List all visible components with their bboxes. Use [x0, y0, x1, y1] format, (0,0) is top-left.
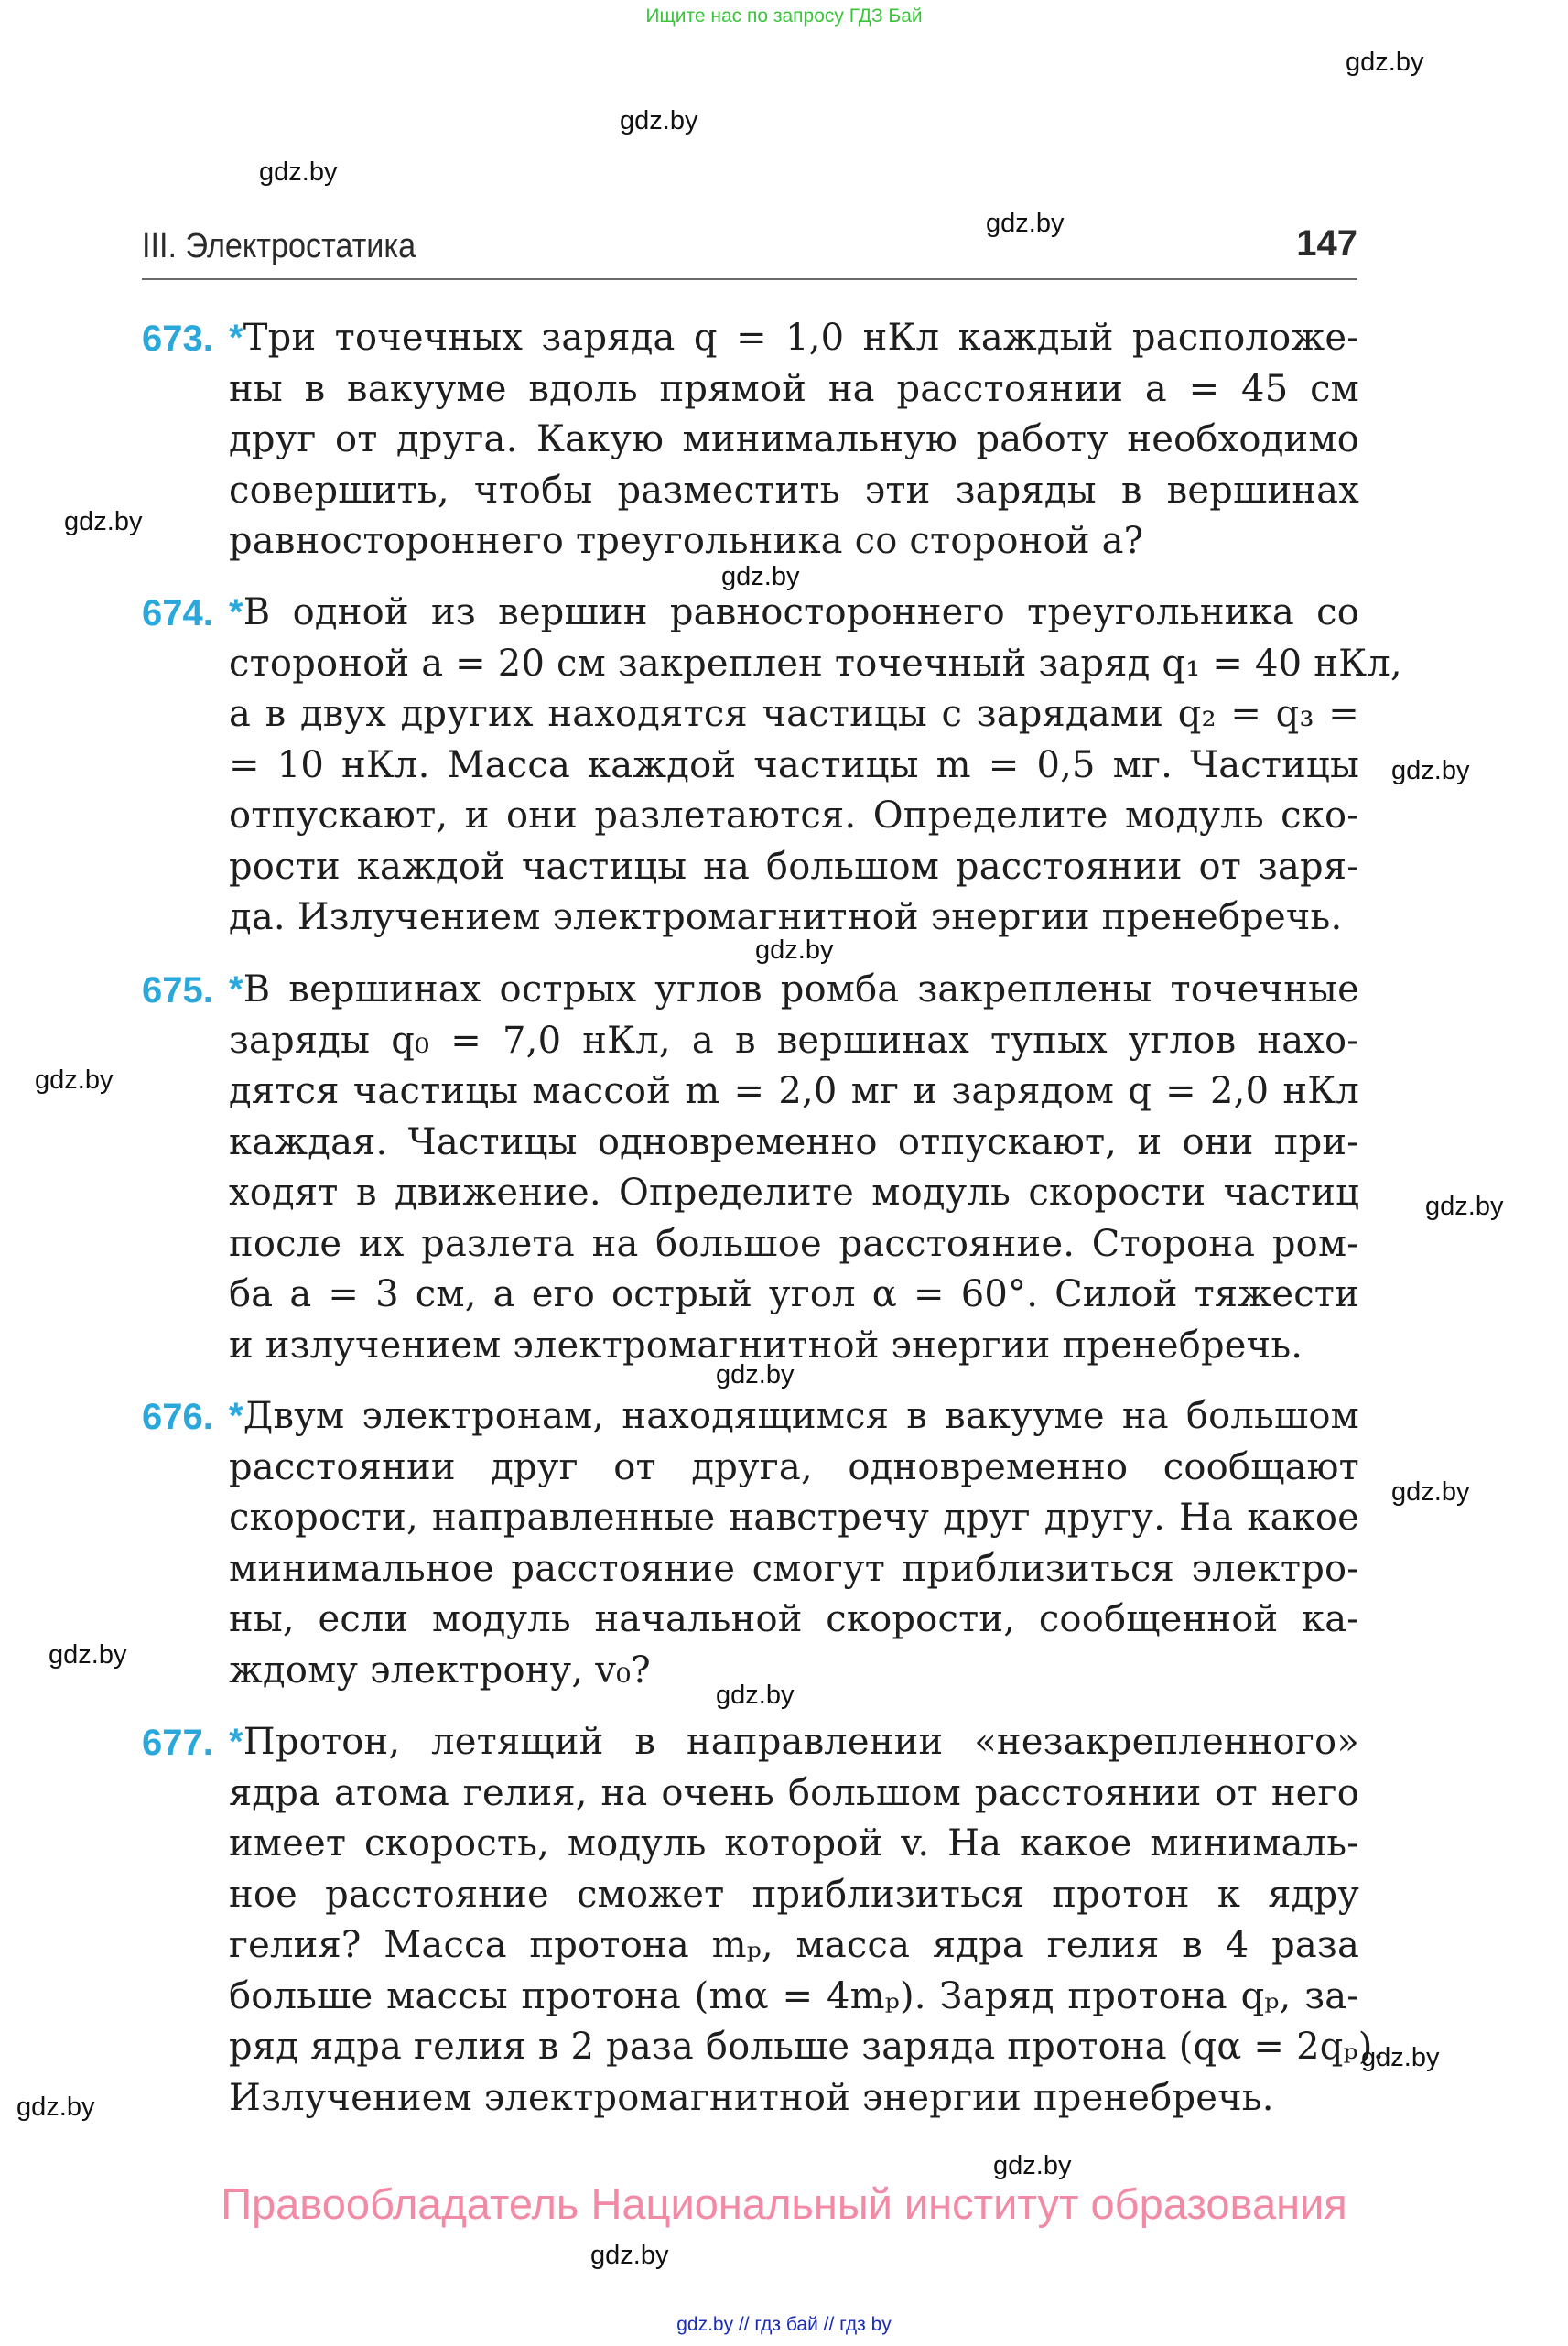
watermark: gdz.by — [721, 562, 800, 591]
problem-line: отпускают, и они разлетаются. Определите модуль ско- — [229, 795, 1359, 837]
watermark: gdz.by — [35, 1065, 114, 1095]
watermark: gdz.by — [1391, 756, 1470, 785]
problem-line: ны, если модуль начальной скорости, сообщенной ка- — [229, 1598, 1359, 1640]
problem-line: ядра атома гелия, на очень большом расстоянии от него — [229, 1771, 1359, 1814]
watermark: gdz.by — [986, 209, 1065, 238]
watermark: gdz.by — [1391, 1477, 1470, 1507]
problem-line: ряд ядра гелия в 2 раза больше заряда протона (qα = 2qₚ). — [229, 2026, 1385, 2068]
problem-line: *В одной из вершин равностороннего треугольника со — [229, 591, 1359, 633]
watermark: gdz.by — [49, 1640, 127, 1670]
page-number: 147 — [1296, 223, 1357, 264]
problem-line: равностороннего треугольника со стороной a? — [229, 520, 1144, 562]
star-marker: * — [229, 1722, 243, 1762]
watermark: gdz.by — [259, 157, 338, 187]
page-header — [142, 223, 1357, 280]
problem-line: заряды q₀ = 7,0 нКл, а в вершинах тупых углов нахо- — [229, 1019, 1359, 1062]
problem-line: ны в вакууме вдоль прямой на расстоянии a = 45 см — [229, 367, 1359, 410]
watermark: gdz.by — [755, 935, 834, 965]
problem-line: скорости, направленные навстречу друг другу. На какое — [229, 1497, 1359, 1539]
star-marker: * — [229, 318, 243, 358]
watermark: gdz.by — [993, 2151, 1072, 2180]
problem-line: Излучением электромагнитной энергии пренебречь. — [229, 2076, 1274, 2119]
star-marker: * — [229, 1396, 243, 1436]
problem-line: совершить, чтобы разместить эти заряды в вершинах — [229, 469, 1359, 512]
problem-line: *Три точечных заряда q = 1,0 нКл каждый расположе- — [229, 317, 1359, 359]
problem-677 — [142, 1717, 1385, 2124]
problem-line: каждая. Частицы одновременно отпускают, и они при- — [229, 1120, 1359, 1163]
problem-line: минимальное расстояние смогут приблизиться электро- — [229, 1547, 1359, 1590]
problem-line: друг от друга. Какую минимальную работу необходимо — [229, 418, 1359, 460]
problem-line: ба a = 3 см, а его острый угол α = 60°. Силой тяжести — [229, 1273, 1359, 1315]
problem-line: рости каждой частицы на большом расстоянии от заря- — [229, 845, 1359, 888]
problem-number: 675. — [142, 970, 213, 1011]
problem-number: 677. — [142, 1723, 213, 1763]
bottom-links[interactable]: gdz.by // гдз бай // гдз by — [676, 2314, 892, 2335]
problem-line: *Протон, летящий в направлении «незакрепленного» — [229, 1721, 1359, 1763]
watermark: gdz.by — [716, 1360, 795, 1389]
problem-676 — [142, 1391, 1359, 1696]
problem-line: ходят в движение. Определите модуль скорости частиц — [229, 1172, 1359, 1214]
watermark: gdz.by — [1425, 1192, 1504, 1221]
problem-line: и излучением электромагнитной энергии пренебречь. — [229, 1324, 1303, 1367]
problem-number: 674. — [142, 593, 213, 633]
problem-line: да. Излучением электромагнитной энергии пренебречь. — [229, 896, 1343, 938]
watermark: gdz.by — [16, 2092, 95, 2122]
problem-675 — [142, 965, 1359, 1371]
watermark: gdz.by — [1361, 2043, 1440, 2072]
problem-line: ное расстояние сможет приблизиться протон к ядру — [229, 1873, 1359, 1916]
watermark: gdz.by — [716, 1681, 795, 1710]
problem-line: *В вершинах острых углов ромба закреплены точечные — [229, 968, 1359, 1011]
problem-line: расстоянии друг от друга, одновременно сообщают — [229, 1445, 1359, 1488]
star-marker: * — [229, 592, 243, 632]
problem-number: 673. — [142, 319, 213, 359]
problem-line: больше массы протона (mα = 4mₚ). Заряд протона qₚ, за- — [229, 1974, 1359, 2017]
problem-line: стороной a = 20 см закреплен точечный заряд q₁ = 40 нКл, — [229, 642, 1402, 685]
problem-674 — [142, 588, 1402, 944]
problem-line: дятся частицы массой m = 2,0 мг и зарядом q = 2,0 нКл — [229, 1070, 1359, 1112]
top-banner[interactable]: Ищите нас по запросу ГДЗ Бай — [645, 5, 923, 27]
problem-line: гелия? Масса протона mₚ, масса ядра гелия в 4 раза — [229, 1924, 1359, 1966]
problem-number: 676. — [142, 1397, 213, 1437]
problem-line: = 10 нКл. Масса каждой частицы m = 0,5 мг. Частицы — [229, 743, 1359, 786]
star-marker: * — [229, 969, 243, 1010]
problem-line: ждому электрону, v₀? — [229, 1649, 651, 1692]
watermark: gdz.by — [1346, 48, 1424, 77]
watermark: gdz.by — [64, 507, 143, 536]
problem-line: после их разлета на большое расстояние. Сторона ром- — [229, 1222, 1359, 1265]
watermark: gdz.by — [620, 106, 698, 135]
problem-line: *Двум электронам, находящимся в вакууме на большом — [229, 1395, 1359, 1437]
copyright-notice: Правообладатель Национальный институт образования — [221, 2179, 1347, 2228]
problem-673 — [142, 313, 1359, 568]
section-title: III. Электростатика — [142, 227, 416, 265]
watermark: gdz.by — [590, 2241, 669, 2270]
problem-line: имеет скорость, модуль которой v. На какое минималь- — [229, 1822, 1359, 1865]
problem-line: а в двух других находятся частицы с зарядами q₂ = q₃ = — [229, 693, 1359, 735]
